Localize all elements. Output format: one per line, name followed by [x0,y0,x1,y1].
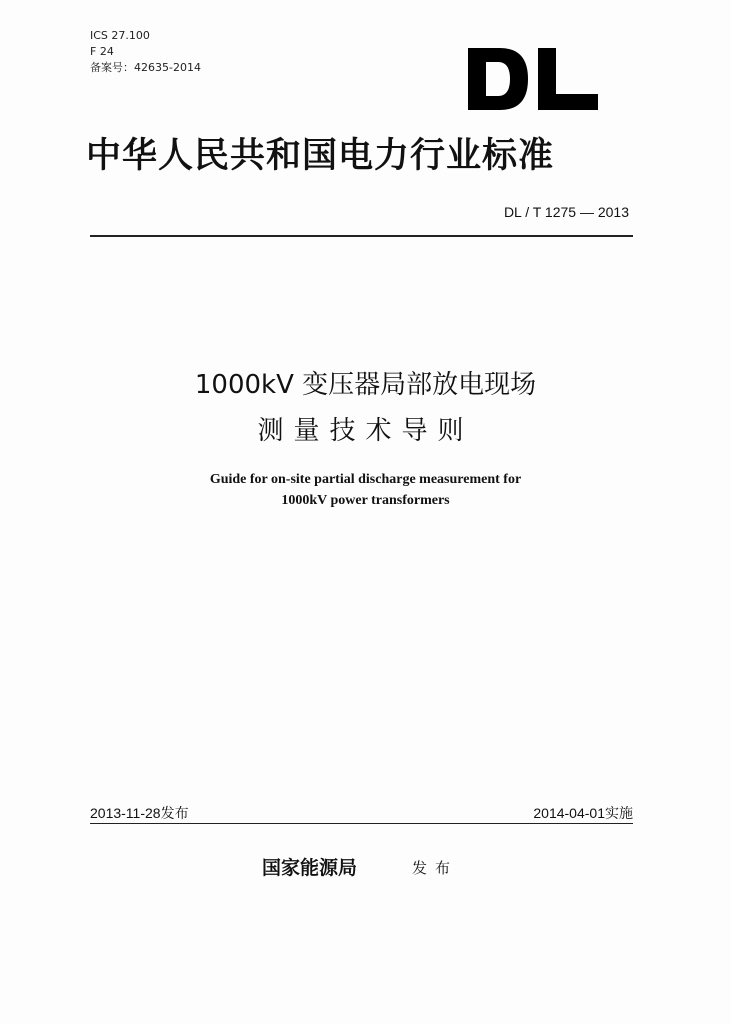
classification-block [90,28,201,76]
issuing-authority: 国家能源局 [262,857,358,879]
issue-label: 发布 [412,859,459,877]
implement-date: 2014-04-01实施 [533,805,633,821]
standard-code: DL / T 1275 — 2013 [503,204,629,220]
record-number: 备案号：42635-2014 [90,61,201,74]
standard-type-title: 中华人民共和国电力行业标准 [86,135,555,176]
ics-code: ICS 27.100 [90,29,150,42]
english-title-line-1: Guide for on-site partial discharge measurement for [209,472,522,487]
dl-logo [466,44,600,114]
footer-divider [90,823,633,824]
english-title-line-2: 1000kV power transformers [281,493,450,508]
chinese-title-line-2: 测量技术导则 [257,416,474,446]
publish-date: 2013-11-28发布 [90,805,189,821]
header-divider [90,235,633,237]
chinese-title-line-1: 1000kV 变压器局部放电现场 [194,370,537,400]
category-code: F 24 [90,45,114,58]
